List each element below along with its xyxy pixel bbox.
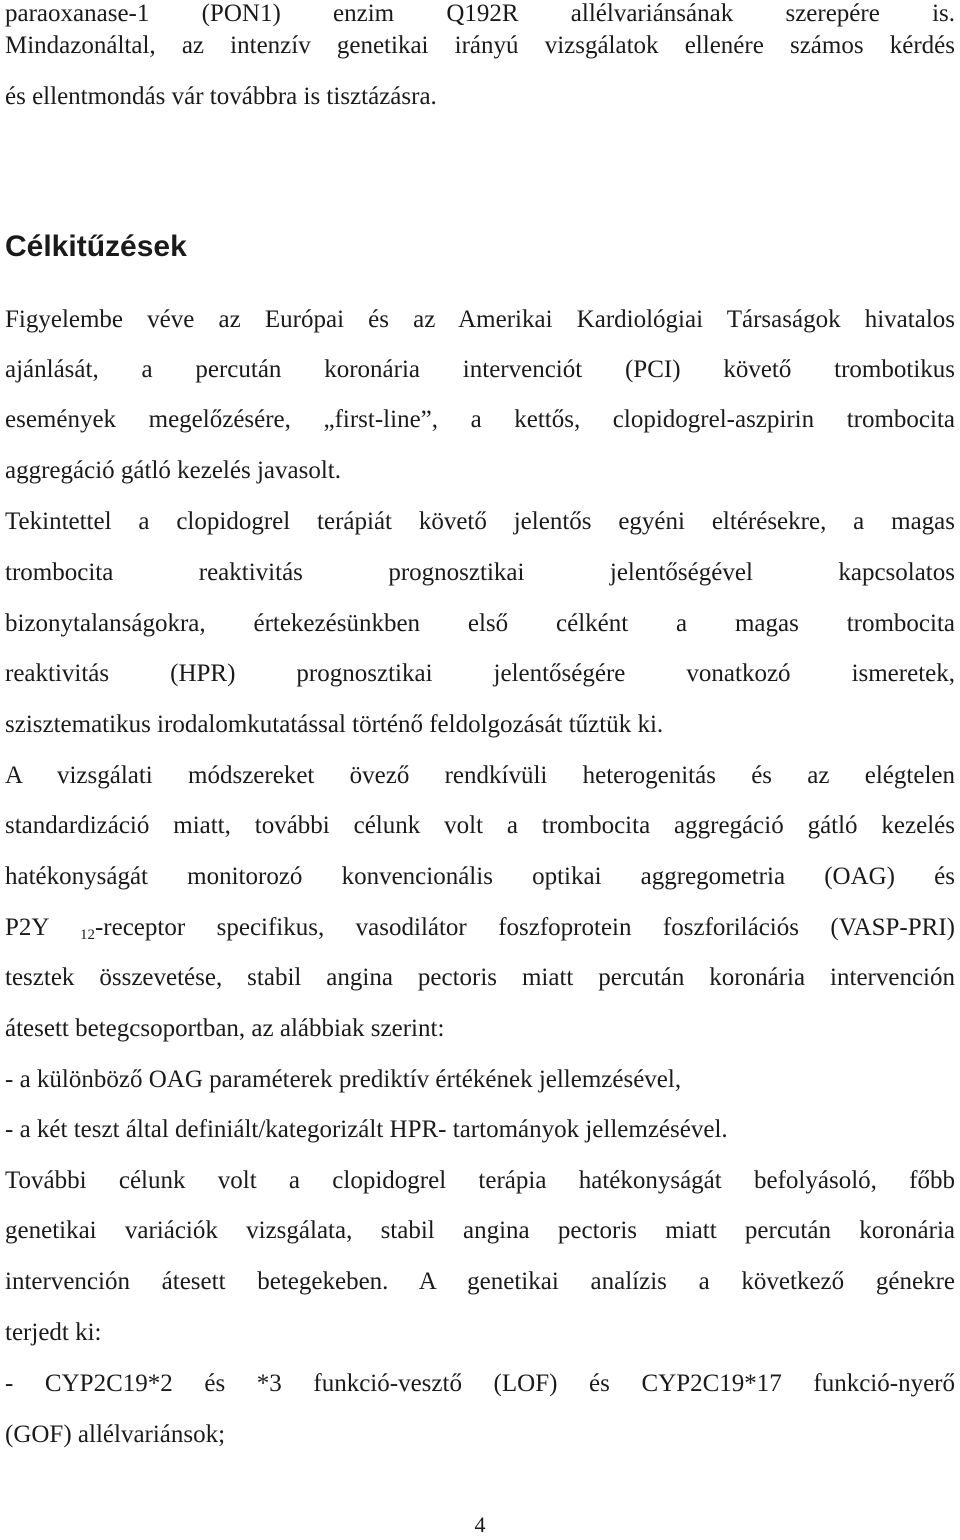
paragraph-line: bizonytalanságokra, értekezésünkben első célként a magas trombocita — [5, 610, 955, 637]
page-number: 4 — [474, 1512, 486, 1537]
intro-line: paraoxanase-1 (PON1) enzim Q192R allélvariánsának szerepére is. — [5, 0, 955, 27]
intro-line: és ellentmondás vár továbbra is tisztázásra. — [5, 83, 437, 110]
paragraph-line: terjedt ki: — [5, 1319, 102, 1346]
list-item: (GOF) allélvariánsok; — [5, 1421, 226, 1448]
paragraph-line: Tekintettel a clopidogrel terápiát követő jelentős egyéni eltérésekre, a magas — [5, 508, 955, 535]
p2y-subscript: 12 — [79, 927, 95, 943]
paragraph-line: genetikai variációk vizsgálata, stabil angina pectoris miatt percután koronária — [5, 1217, 955, 1244]
intro-line: Mindazonáltal, az intenzív genetikai irányú vizsgálatok ellenére számos kérdés — [5, 32, 955, 59]
paragraph-line: A vizsgálati módszereket övező rendkívüli heterogenitás és az elégtelen — [5, 762, 955, 789]
paragraph-line: További célunk volt a clopidogrel terápia hatékonyságát befolyásoló, főbb — [5, 1167, 955, 1194]
paragraph-line: trombocita reaktivitás prognosztikai jelentőségével kapcsolatos — [5, 559, 955, 586]
paragraph-line: standardizáció miatt, további célunk volt a trombocita aggregáció gátló kezelés — [5, 812, 955, 839]
paragraph-line: aggregáció gátló kezelés javasolt. — [5, 457, 341, 484]
paragraph-line: hatékonyságát monitorozó konvencionális optikai aggregometria (OAG) és — [5, 863, 955, 890]
list-item: - a különböző OAG paraméterek prediktív értékének jellemzésével, — [5, 1066, 682, 1093]
paragraph-line: intervención átesett betegekeben. A genetikai analízis a következő génekre — [5, 1268, 955, 1295]
paragraph-line: Figyelembe véve az Európai és az Amerikai Kardiológiai Társaságok hivatalos — [5, 306, 955, 333]
list-item: - a két teszt által definiált/kategorizált HPR- tartományok jellemzésével. — [5, 1116, 728, 1143]
list-item: - CYP2C19*2 és *3 funkció-vesztő (LOF) és CYP2C19*17 funkció-nyerő — [5, 1370, 955, 1397]
paragraph-line: átesett betegcsoportban, az alábbiak szerint: — [5, 1015, 445, 1042]
paragraph-line: események megelőzésére, „first-line”, a kettős, clopidogrel-aszpirin trombocita — [5, 406, 955, 433]
paragraph-line-p2y — [5, 910, 955, 946]
section-heading: Célkitűzések — [5, 230, 187, 263]
paragraph-line: tesztek összevetése, stabil angina pectoris miatt percután koronária intervención — [5, 964, 955, 991]
p2y-rest: -receptor specifikus, vasodilátor foszfoprotein foszforilációs (VASP-PRI) — [94, 914, 955, 941]
paragraph-line: reaktivitás (HPR) prognosztikai jelentőségére vonatkozó ismeretek, — [5, 660, 955, 687]
p2y-prefix: P2Y — [5, 914, 49, 941]
paragraph-line: ajánlását, a percután koronária intervenciót (PCI) követő trombotikus — [5, 356, 955, 383]
paragraph-line: szisztematikus irodalomkutatással történő feldolgozását tűztük ki. — [5, 711, 664, 738]
